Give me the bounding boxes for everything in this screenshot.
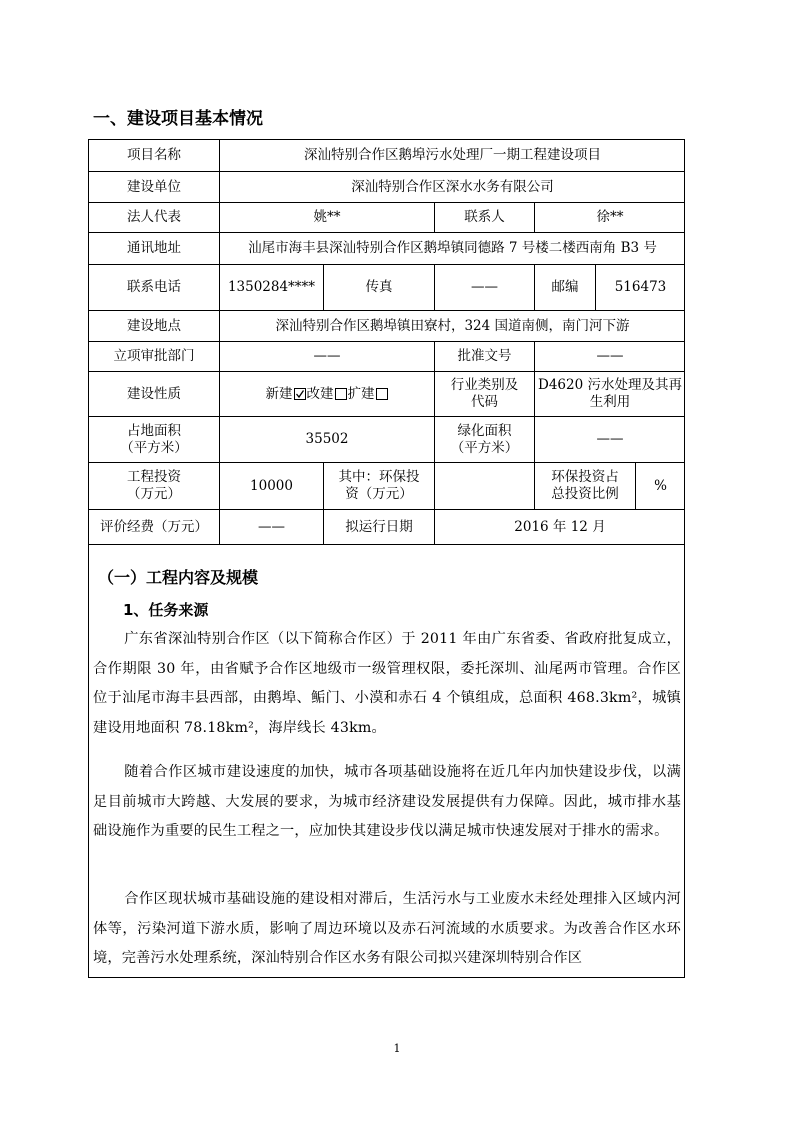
industry-label: 行业类别及 代码 (435, 372, 535, 417)
phone-value: 1350284**** (220, 265, 324, 311)
check-icon (295, 389, 305, 399)
nature-rebuild-checkbox[interactable] (335, 388, 347, 400)
unit-label: 建设单位 (89, 172, 220, 203)
eval-fee-value: —— (220, 510, 324, 545)
site-label: 建设地点 (89, 311, 220, 342)
invest-value: 10000 (220, 463, 324, 510)
task-source-title: 1、任务来源 (123, 601, 209, 619)
postcode-label: 邮编 (535, 265, 596, 311)
nature-expand-checkbox[interactable] (376, 388, 388, 400)
site-value: 深汕特别合作区鹅埠镇田寮村，324 国道南侧，南门河下游 (220, 311, 685, 342)
phone-label: 联系电话 (89, 265, 220, 311)
legal-rep-label: 法人代表 (89, 203, 220, 233)
nature-options (220, 372, 435, 417)
area-label: 占地面积 （平方米） (89, 417, 220, 463)
env-invest-label: 其中：环保投 资（万元） (324, 463, 435, 510)
run-date-value: 2016 年 12 月 (435, 510, 685, 545)
env-ratio-label: 环保投资占 总投资比例 (535, 463, 636, 510)
unit-value: 深汕特别合作区深水水务有限公司 (220, 172, 685, 203)
fax-label: 传真 (324, 265, 435, 311)
paragraph-2: 随着合作区城市建设速度的加快，城市各项基础设施将在近几年内加快建设步伐，以满足目前城市大跨越、大发展的要求，为城市经济建设发展提供有力保障。因此，城市排水基础设施作为重要的民生工程之一，应加快其建设步伐以满足城市快速发展对于排水的需求。 (93, 764, 681, 839)
approval-no-label: 批准文号 (435, 342, 535, 372)
green-label: 绿化面积 （平方米） (435, 417, 535, 463)
run-date-label: 拟运行日期 (324, 510, 435, 545)
nature-label: 建设性质 (89, 372, 220, 417)
project-info-table (88, 139, 685, 978)
section-title: 一、建设项目基本情况 (93, 109, 263, 129)
address-value: 汕尾市海丰县深汕特别合作区鹅埠镇同德路 7 号楼二楼西南角 B3 号 (220, 233, 685, 265)
nature-new-label: 新建 (265, 385, 293, 402)
approval-no-value: —— (535, 342, 685, 372)
project-name-value: 深汕特别合作区鹅埠污水处理厂一期工程建设项目 (220, 140, 685, 172)
approval-dept-label: 立项审批部门 (89, 342, 220, 372)
invest-label: 工程投资 （万元） (89, 463, 220, 510)
contact-value: 徐** (535, 203, 685, 233)
nature-expand-label: 扩建 (347, 385, 375, 402)
project-name-label: 项目名称 (89, 140, 220, 172)
subsection-title: （一）工程内容及规模 (98, 568, 259, 587)
postcode-value: 516473 (596, 265, 685, 311)
legal-rep-value: 姚** (220, 203, 435, 233)
nature-rebuild-label: 改建 (306, 385, 334, 402)
green-value: —— (535, 417, 685, 463)
contact-label: 联系人 (435, 203, 535, 233)
approval-dept-value: —— (220, 342, 435, 372)
address-label: 通讯地址 (89, 233, 220, 265)
env-invest-value (435, 463, 535, 510)
eval-fee-label: 评价经费（万元） (89, 510, 220, 545)
area-value: 35502 (220, 417, 435, 463)
page-number: 1 (393, 1042, 401, 1055)
paragraph-3: 合作区现状城市基础设施的建设相对滞后，生活污水与工业废水未经处理排入区域内河体等，污染河道下游水质，影响了周边环境以及赤石河流域的水质要求。为改善合作区水环境，完善污水处理系统，深汕特别合作区水务有限公司拟兴建深圳特别合作区 (93, 891, 681, 966)
fax-value: —— (435, 265, 535, 311)
nature-new-checkbox[interactable] (294, 388, 306, 400)
env-ratio-value: % (636, 463, 685, 510)
industry-value: D4620 污水处理及其再 生利用 (535, 372, 685, 417)
paragraph-1: 广东省深汕特别合作区（以下简称合作区）于 2011 年由广东省委、省政府批复成立，合作期限 30 年，由省赋予合作区地级市一级管理权限，委托深圳、汕尾两市管理。合作区位于汕尾市海丰县西部，由鹅埠、鲘门、小漠和赤石 4 个镇组成，总面积 468.3km²，城镇建设用地面积 78.18km²，海岸线长 43km。 (93, 631, 681, 736)
